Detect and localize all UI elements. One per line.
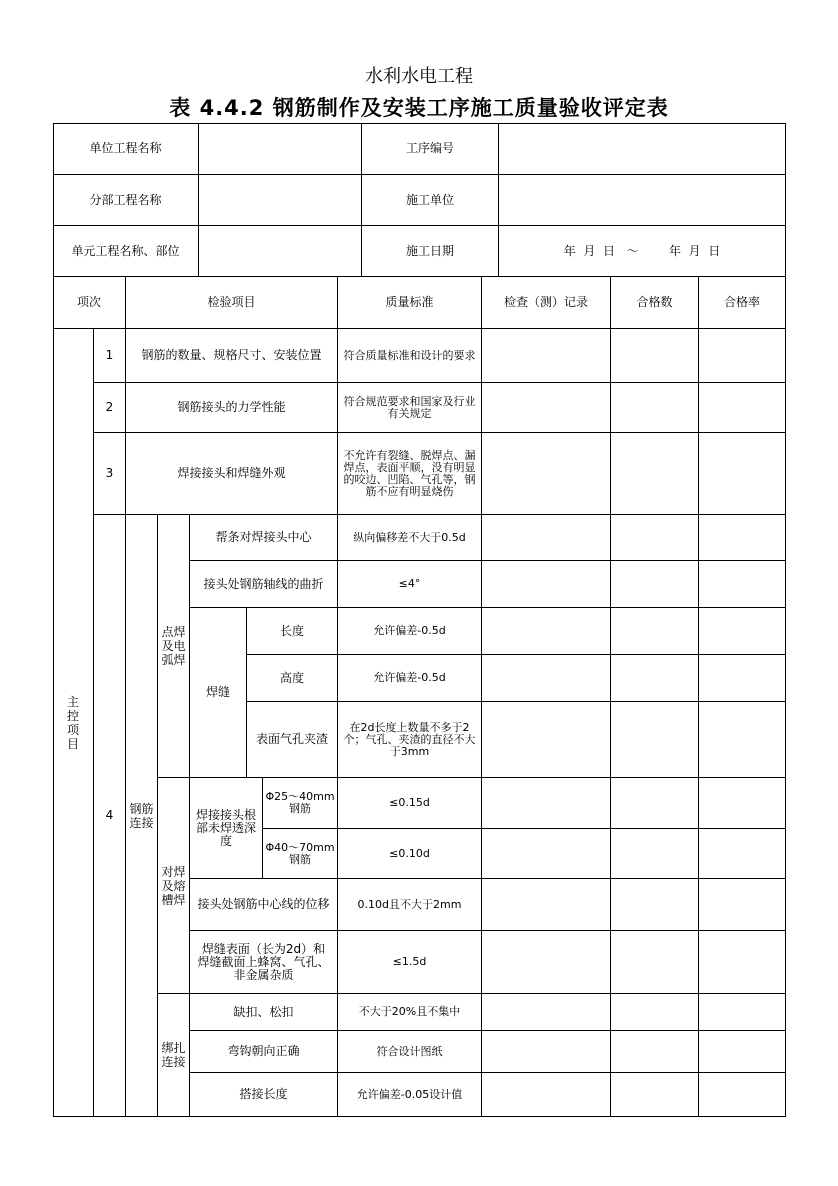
seam-pores-count[interactable]	[611, 702, 699, 778]
row3-rate[interactable]	[699, 433, 786, 515]
center-offset-item: 接头处钢筋中心线的位移	[190, 879, 338, 931]
dia-25-40-record[interactable]	[482, 778, 611, 829]
lap-length-rate[interactable]	[699, 1073, 786, 1117]
col-item-no: 项次	[53, 277, 126, 329]
loose-buckle-rate[interactable]	[699, 994, 786, 1031]
seam-length-rate[interactable]	[699, 608, 786, 655]
dia-40-70-rate[interactable]	[699, 829, 786, 879]
dia-40-70-standard: ≤0.10d	[338, 829, 482, 879]
row4-no: 4	[94, 515, 126, 1117]
loose-buckle-count[interactable]	[611, 994, 699, 1031]
lap-length-item: 搭接长度	[190, 1073, 338, 1117]
lap-length-count[interactable]	[611, 1073, 699, 1117]
row1-record[interactable]	[482, 329, 611, 383]
spot-weld-label: 点焊及电弧焊	[158, 515, 190, 778]
weld-center-standard: 纵向偏移差不大于0.5d	[338, 515, 482, 561]
axis-bend-item: 接头处钢筋轴线的曲折	[190, 561, 338, 608]
hook-direction-rate[interactable]	[699, 1031, 786, 1073]
col-qualified-count: 合格数	[611, 277, 699, 329]
seam-pores-rate[interactable]	[699, 702, 786, 778]
seam-surface-standard: ≤1.5d	[338, 931, 482, 994]
document-title: 表 4.4.2 钢筋制作及安装工序施工质量验收评定表	[169, 96, 669, 120]
row2-rate[interactable]	[699, 383, 786, 433]
seam-length-record[interactable]	[482, 608, 611, 655]
seam-pores-record[interactable]	[482, 702, 611, 778]
sub-project-label: 分部工程名称	[53, 175, 199, 226]
col-check-record: 检查（测）记录	[482, 277, 611, 329]
seam-height-rate[interactable]	[699, 655, 786, 702]
row3-item: 焊接接头和焊缝外观	[126, 433, 338, 515]
row3-no: 3	[94, 433, 126, 515]
axis-bend-standard: ≤4°	[338, 561, 482, 608]
center-offset-record[interactable]	[482, 879, 611, 931]
seam-surface-count[interactable]	[611, 931, 699, 994]
seam-surface-record[interactable]	[482, 931, 611, 994]
lap-length-standard: 允许偏差-0.05设计值	[338, 1073, 482, 1117]
loose-buckle-record[interactable]	[482, 994, 611, 1031]
weld-center-count[interactable]	[611, 515, 699, 561]
weld-center-record[interactable]	[482, 515, 611, 561]
element-project-label: 单元工程名称、部位	[53, 226, 199, 277]
dia-40-70-record[interactable]	[482, 829, 611, 879]
hook-direction-count[interactable]	[611, 1031, 699, 1073]
seam-height-item: 高度	[247, 655, 338, 702]
seam-length-item: 长度	[247, 608, 338, 655]
center-offset-rate[interactable]	[699, 879, 786, 931]
hook-direction-item: 弯钩朝向正确	[190, 1031, 338, 1073]
col-quality-standard: 质量标准	[338, 277, 482, 329]
row2-standard: 符合规范要求和国家及行业有关规定	[338, 383, 482, 433]
row2-item: 钢筋接头的力学性能	[126, 383, 338, 433]
weld-center-item: 帮条对焊接头中心	[190, 515, 338, 561]
main-control-label: 主控项目	[53, 329, 94, 1117]
dia-25-40-item: Φ25～40mm钢筋	[263, 778, 338, 829]
row3-standard: 不允许有裂缝、脱焊点、漏焊点，表面平顺，没有明显的咬边、凹陷、气孔等，钢筋不应有明显烧伤	[338, 433, 482, 515]
dia-40-70-item: Φ40～70mm钢筋	[263, 829, 338, 879]
document-subtitle: 水利水电工程	[365, 66, 473, 87]
unit-project-label: 单位工程名称	[53, 123, 199, 175]
row3-record[interactable]	[482, 433, 611, 515]
seam-height-record[interactable]	[482, 655, 611, 702]
binding-label: 绑扎连接	[158, 994, 190, 1117]
axis-bend-record[interactable]	[482, 561, 611, 608]
seam-height-count[interactable]	[611, 655, 699, 702]
process-no-value[interactable]	[499, 123, 786, 175]
hook-direction-record[interactable]	[482, 1031, 611, 1073]
construction-date-label: 施工日期	[362, 226, 499, 277]
dia-40-70-count[interactable]	[611, 829, 699, 879]
seam-length-count[interactable]	[611, 608, 699, 655]
penetration-depth-label: 焊接接头根部未焊透深度	[190, 778, 263, 879]
center-offset-count[interactable]	[611, 879, 699, 931]
col-inspection-item: 检验项目	[126, 277, 338, 329]
construction-unit-label: 施工单位	[362, 175, 499, 226]
row2-no: 2	[94, 383, 126, 433]
rebar-connection-label: 钢筋连接	[126, 515, 158, 1117]
butt-weld-label: 对焊及熔槽焊	[158, 778, 190, 994]
sub-project-value[interactable]	[199, 175, 362, 226]
seam-surface-rate[interactable]	[699, 931, 786, 994]
seam-surface-item: 焊缝表面（长为2d）和焊缝截面上蜂窝、气孔、非金属杂质	[190, 931, 338, 994]
row1-rate[interactable]	[699, 329, 786, 383]
col-qualified-rate: 合格率	[699, 277, 786, 329]
axis-bend-count[interactable]	[611, 561, 699, 608]
center-offset-standard: 0.10d且不大于2mm	[338, 879, 482, 931]
seam-pores-item: 表面气孔夹渣	[247, 702, 338, 778]
seam-pores-standard: 在2d长度上数量不多于2个；气孔、夹渣的直径不大于3mm	[338, 702, 482, 778]
dia-25-40-standard: ≤0.15d	[338, 778, 482, 829]
axis-bend-rate[interactable]	[699, 561, 786, 608]
weld-center-rate[interactable]	[699, 515, 786, 561]
unit-project-value[interactable]	[199, 123, 362, 175]
row1-count[interactable]	[611, 329, 699, 383]
seam-length-standard: 允许偏差-0.5d	[338, 608, 482, 655]
construction-unit-value[interactable]	[499, 175, 786, 226]
lap-length-record[interactable]	[482, 1073, 611, 1117]
row3-count[interactable]	[611, 433, 699, 515]
hook-direction-standard: 符合设计图纸	[338, 1031, 482, 1073]
construction-date-value[interactable]: 年 月 日 ～ 年 月 日	[499, 226, 786, 277]
element-project-value[interactable]	[199, 226, 362, 277]
loose-buckle-standard: 不大于20%且不集中	[338, 994, 482, 1031]
loose-buckle-item: 缺扣、松扣	[190, 994, 338, 1031]
row1-standard: 符合质量标准和设计的要求	[338, 329, 482, 383]
row1-item: 钢筋的数量、规格尺寸、安装位置	[126, 329, 338, 383]
seam-height-standard: 允许偏差-0.5d	[338, 655, 482, 702]
process-no-label: 工序编号	[362, 123, 499, 175]
row2-count[interactable]	[611, 383, 699, 433]
dia-25-40-count[interactable]	[611, 778, 699, 829]
dia-25-40-rate[interactable]	[699, 778, 786, 829]
row1-no: 1	[94, 329, 126, 383]
row2-record[interactable]	[482, 383, 611, 433]
weld-seam-label: 焊缝	[190, 608, 247, 778]
